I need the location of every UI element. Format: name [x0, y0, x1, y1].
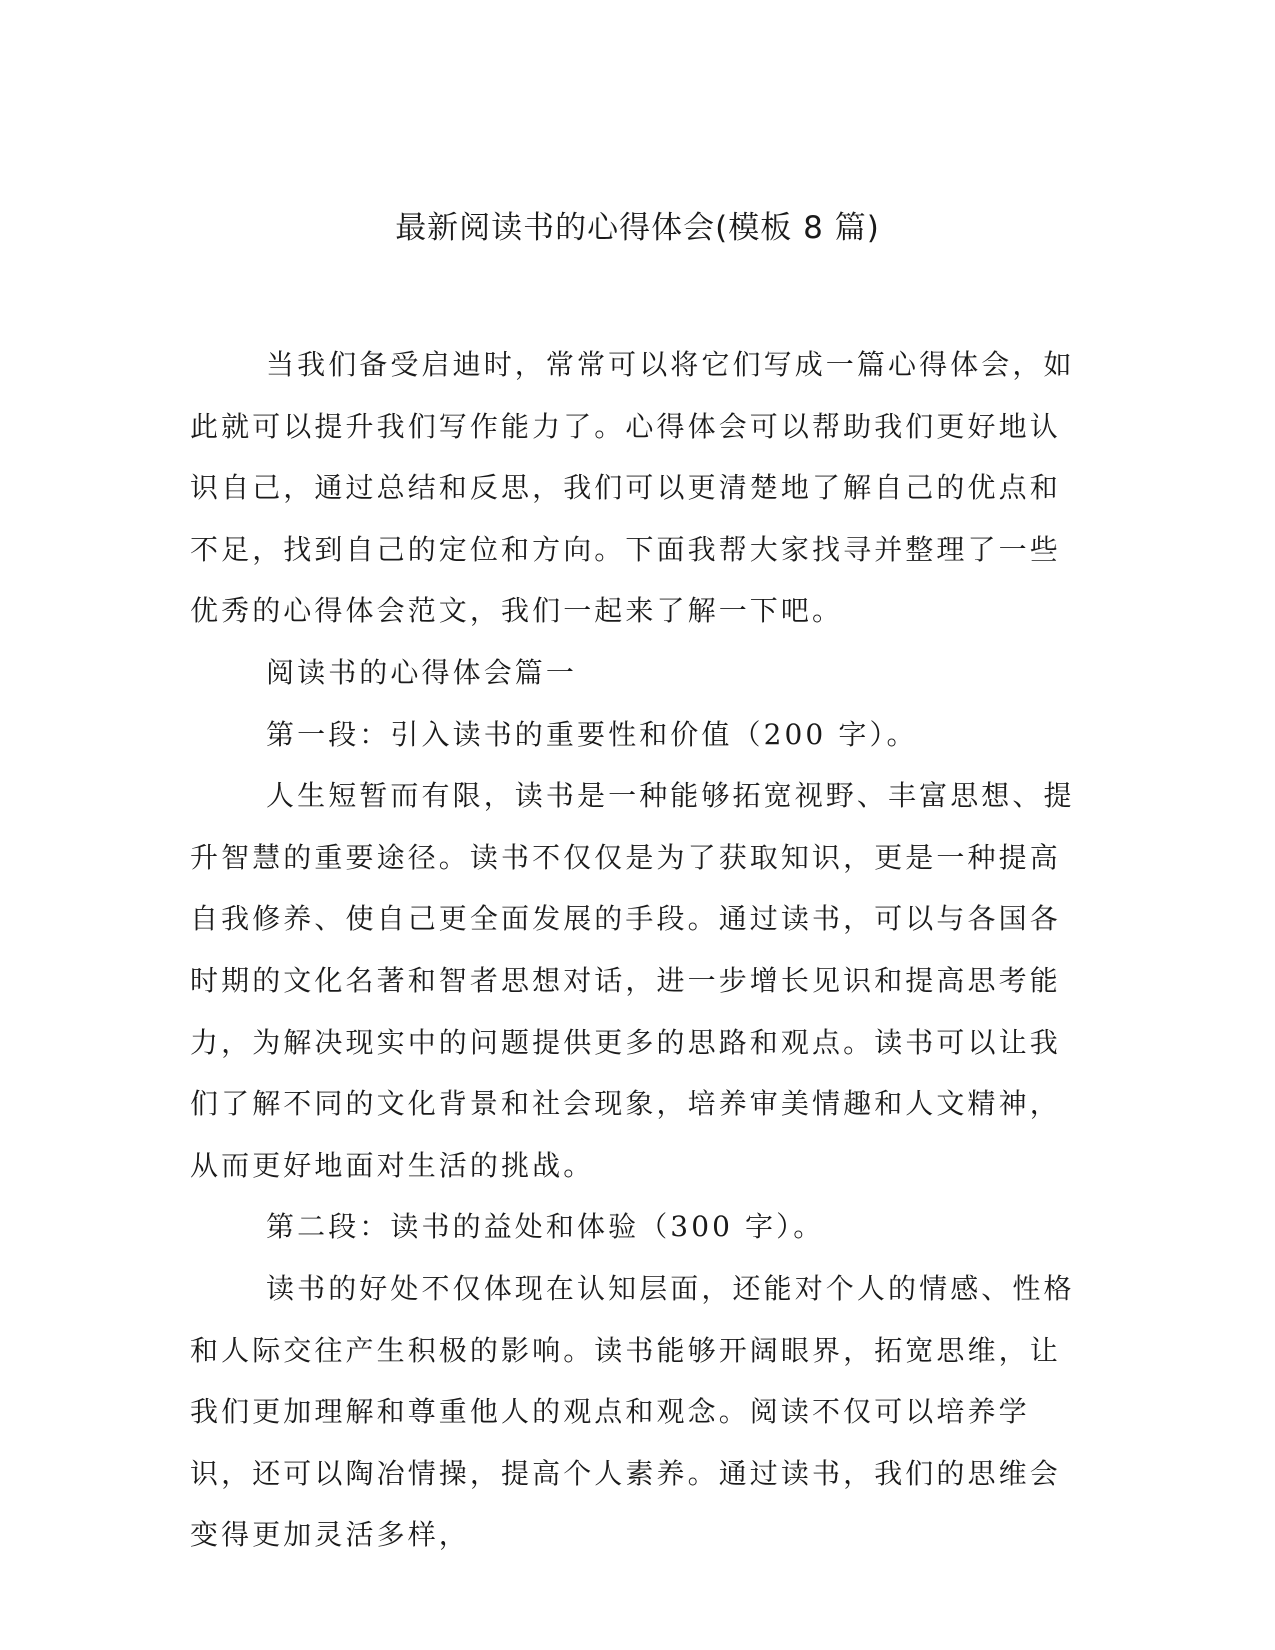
section1-heading: 第一段：引入读书的重要性和价值（200 字）。	[266, 717, 918, 751]
document-title: 最新阅读书的心得体会(模板 8 篇)	[395, 210, 880, 246]
document-body	[190, 334, 1080, 1566]
intro-paragraph: 当我们备受启迪时，常常可以将它们写成一篇心得体会，如此就可以提升我们写作能力了。心得体会可以帮助我们更好地认识自己，通过总结和反思，我们可以更清楚地了解自己的优点和不足，找到自己的定位和方向。下面我帮大家找寻并整理了一些优秀的心得体会范文，我们一起来了解一下吧。	[190, 348, 1075, 628]
section2-heading: 第二段：读书的益处和体验（300 字）。	[266, 1210, 825, 1244]
article-heading: 阅读书的心得体会篇一	[266, 655, 578, 689]
section2-paragraph: 读书的好处不仅体现在认知层面，还能对个人的情感、性格和人际交往产生积极的影响。读书能够开阔眼界，拓宽思维，让我们更加理解和尊重他人的观点和观念。阅读不仅可以培养学识，还可以陶冶情操，提高个人素养。通过读书，我们的思维会变得更加灵活多样，	[190, 1271, 1075, 1552]
section1-paragraph: 人生短暂而有限，读书是一种能够拓宽视野、丰富思想、提升智慧的重要途径。读书不仅仅是为了获取知识，更是一种提高自我修养、使自己更全面发展的手段。通过读书，可以与各国各时期的文化名著和智者思想对话，进一步增长见识和提高思考能力，为解决现实中的问题提供更多的思路和观点。读书可以让我们了解不同的文化背景和社会现象，培养审美情趣和人文精神，从而更好地面对生活的挑战。	[190, 779, 1075, 1182]
